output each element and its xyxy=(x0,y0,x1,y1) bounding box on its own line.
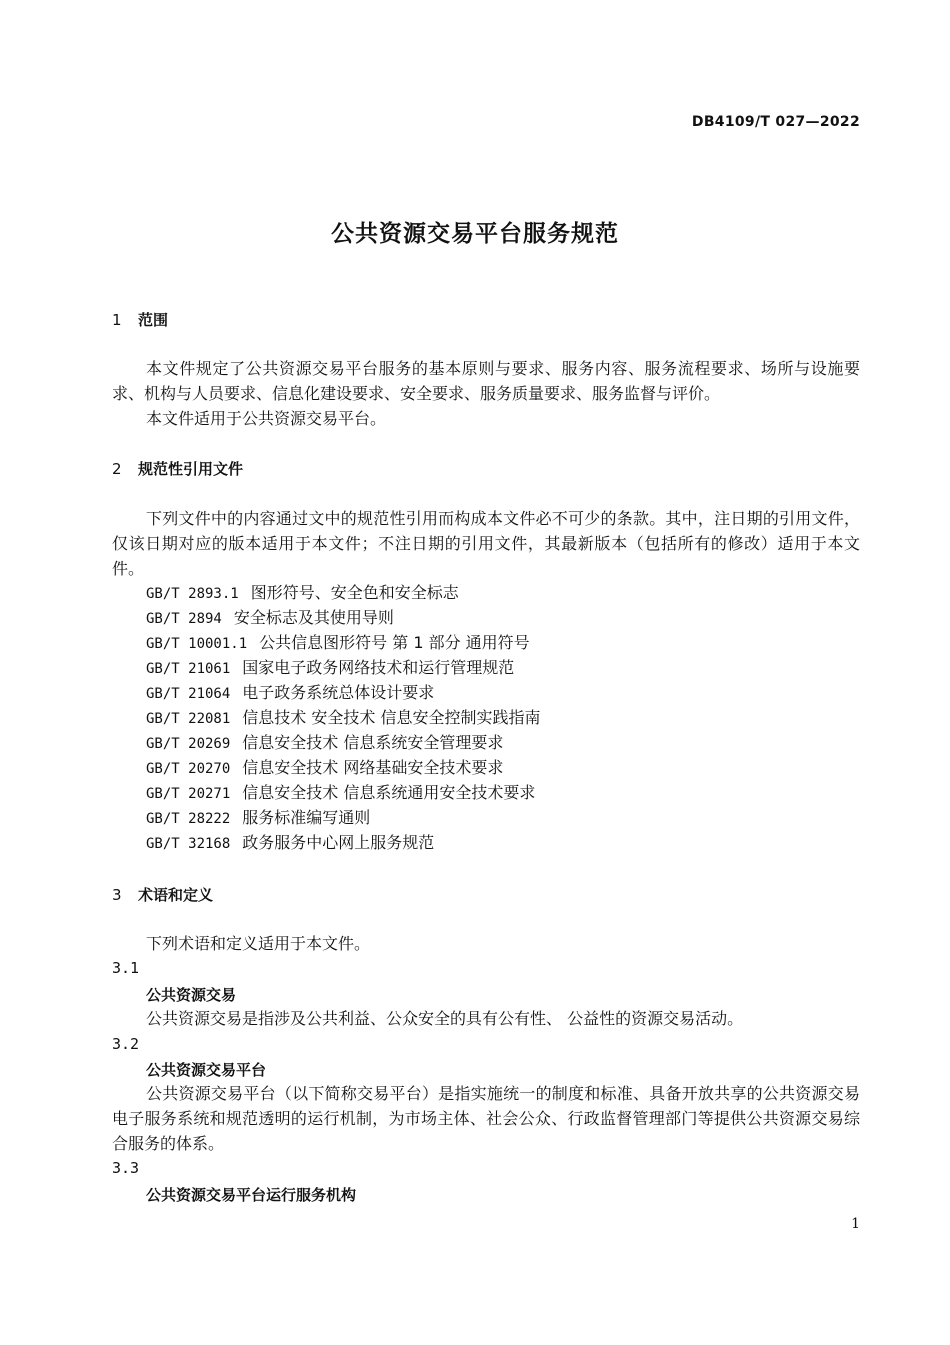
reference-list xyxy=(146,580,540,855)
references-intro: 下列文件中的内容通过文中的规范性引用而构成本文件必不可少的条款。其中，注日期的引用文件，仅该日期对应的版本适用于本文件；不注日期的引用文件，其最新版本（包括所有的修改）适用于本文件。 xyxy=(112,509,860,578)
list-item xyxy=(146,630,540,655)
list-item xyxy=(146,705,540,730)
section-1-heading xyxy=(112,309,168,330)
scope-paragraph: 本文件规定了公共资源交易平台服务的基本原则与要求、服务内容、服务流程要求、场所与设施要求、机构与人员要求、信息化建设要求、安全要求、服务质量要求、服务监督与评价。 xyxy=(112,359,860,403)
reference-name: 公共信息图形符号 第 1 部分 通用符号 xyxy=(259,633,530,652)
reference-name: 信息安全技术 信息系统安全管理要求 xyxy=(242,733,504,752)
list-item xyxy=(146,730,540,755)
term-number: 3.2 xyxy=(112,1035,140,1053)
list-item xyxy=(146,780,540,805)
section-2-heading xyxy=(112,458,243,479)
term-number: 3.3 xyxy=(112,1159,140,1177)
reference-name: 政务服务中心网上服务规范 xyxy=(242,833,435,852)
reference-code: GB/T 28222 xyxy=(146,811,231,827)
reference-code: GB/T 2894 xyxy=(146,611,222,627)
section-title: 规范性引用文件 xyxy=(138,460,244,478)
reference-name: 国家电子政务网络技术和运行管理规范 xyxy=(242,658,515,677)
reference-code: GB/T 2893.1 xyxy=(146,586,239,602)
page-number: 1 xyxy=(851,1216,860,1232)
document-code: DB4109/T 027—2022 xyxy=(691,114,860,130)
term-definition: 公共资源交易平台（以下简称交易平台）是指实施统一的制度和标准、具备开放共享的公共资源交易电子服务系统和规范透明的运行机制，为市场主体、社会公众、行政监督管理部门等提供公共资源交易综合服务的体系。 xyxy=(112,1084,860,1153)
document-title: 公共资源交易平台服务规范 xyxy=(331,221,619,247)
reference-code: GB/T 20271 xyxy=(146,786,231,802)
section-3-heading xyxy=(112,884,213,905)
section-title: 范围 xyxy=(138,311,169,329)
term-name: 公共资源交易平台 xyxy=(146,1061,267,1079)
reference-name: 电子政务系统总体设计要求 xyxy=(242,683,435,702)
reference-code: GB/T 22081 xyxy=(146,711,231,727)
list-item xyxy=(146,605,540,630)
term-definition: 公共资源交易是指涉及公共利益、公众安全的具有公有性、 公益性的资源交易活动。 xyxy=(146,1009,744,1028)
list-item xyxy=(146,580,540,605)
section-number: 3 xyxy=(112,886,122,904)
section-title: 术语和定义 xyxy=(138,886,214,904)
terms-intro: 下列术语和定义适用于本文件。 xyxy=(146,934,371,953)
section-number: 2 xyxy=(112,460,122,478)
reference-name: 服务标准编写通则 xyxy=(242,808,371,827)
scope-applicability: 本文件适用于公共资源交易平台。 xyxy=(146,409,387,428)
reference-code: GB/T 10001.1 xyxy=(146,636,248,652)
list-item xyxy=(146,755,540,780)
reference-name: 信息安全技术 信息系统通用安全技术要求 xyxy=(242,783,536,802)
reference-name: 安全标志及其使用导则 xyxy=(233,608,394,627)
list-item xyxy=(146,655,540,680)
reference-code: GB/T 20269 xyxy=(146,736,231,752)
section-number: 1 xyxy=(112,311,122,329)
term-name: 公共资源交易平台运行服务机构 xyxy=(146,1186,357,1204)
reference-name: 信息技术 安全技术 信息安全控制实践指南 xyxy=(242,708,541,727)
reference-name: 图形符号、安全色和安全标志 xyxy=(250,583,459,602)
reference-code: GB/T 21064 xyxy=(146,686,231,702)
reference-code: GB/T 20270 xyxy=(146,761,231,777)
reference-name: 信息安全技术 网络基础安全技术要求 xyxy=(242,758,504,777)
list-item xyxy=(146,680,540,705)
reference-code: GB/T 21061 xyxy=(146,661,231,677)
list-item xyxy=(146,805,540,830)
term-name: 公共资源交易 xyxy=(146,986,237,1004)
list-item xyxy=(146,830,540,855)
term-number: 3.1 xyxy=(112,959,140,977)
reference-code: GB/T 32168 xyxy=(146,836,231,852)
